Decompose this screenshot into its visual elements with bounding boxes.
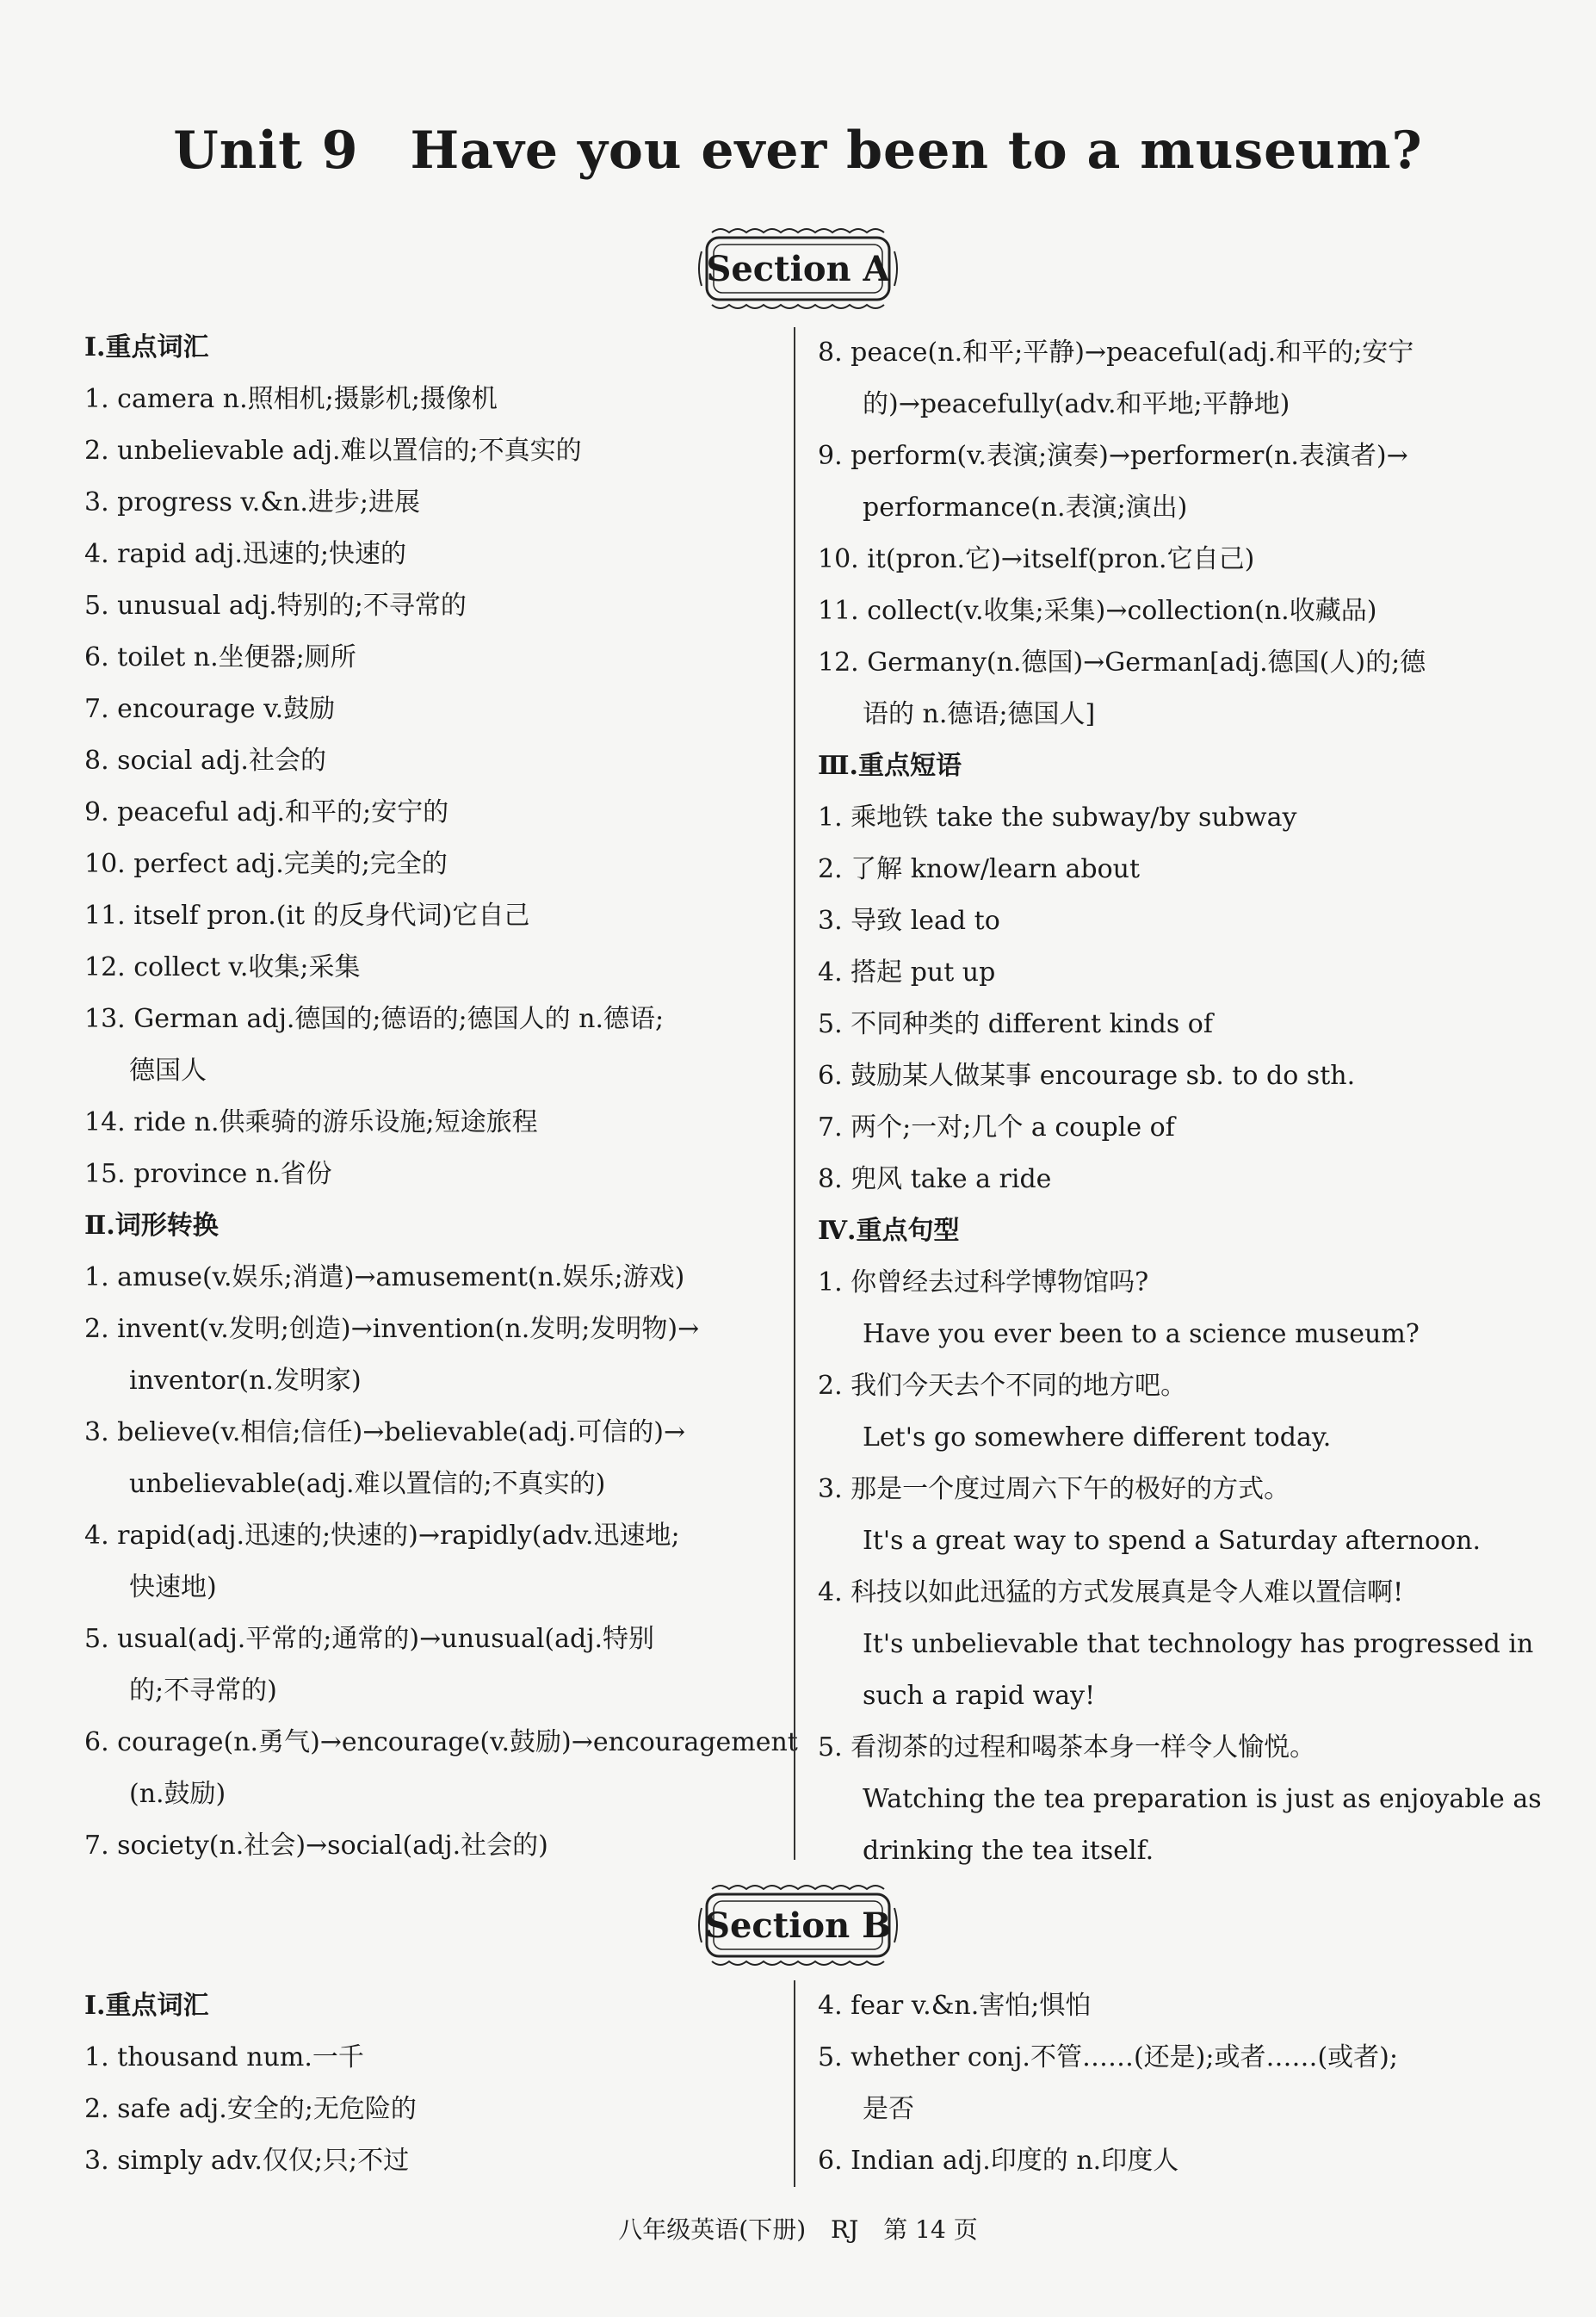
list-item-continuation: performance(n.表演;演出) bbox=[863, 493, 1188, 523]
list-item: 1. thousand num.一千 bbox=[84, 2042, 364, 2072]
book-name: 八年级英语(下册) bbox=[618, 2215, 807, 2244]
list-item: 7. society(n.社会)→social(adj.社会的) bbox=[84, 1831, 548, 1861]
list-item: 4. 科技以如此迅猛的方式发展真是令人难以置信啊! bbox=[818, 1577, 1404, 1608]
list-item: 12. Germany(n.德国)→German[adj.德国(人)的;德 bbox=[818, 647, 1426, 678]
list-item: 5. 看沏茶的过程和喝茶本身一样令人愉悦。 bbox=[818, 1732, 1316, 1763]
list-item-continuation: 是否 bbox=[863, 2094, 914, 2124]
list-item: 5. whether conj.不管……(还是);或者……(或者); bbox=[818, 2042, 1398, 2072]
section-b-left-column bbox=[84, 1980, 782, 2187]
list-item-continuation: 德国人 bbox=[129, 1056, 207, 1086]
list-item: 11. itself pron.(it 的反身代词)它自己 bbox=[84, 901, 530, 931]
list-item: 7. encourage v.鼓励 bbox=[84, 694, 336, 724]
list-item: 6. toilet n.坐便器;厕所 bbox=[84, 642, 356, 672]
page-title bbox=[0, 121, 1596, 181]
list-item: 12. collect v.收集;采集 bbox=[84, 952, 361, 982]
list-item: 15. province n.省份 bbox=[84, 1159, 332, 1189]
list-item: 2. unbelievable adj.难以置信的;不真实的 bbox=[84, 436, 582, 466]
list-item: 8. peace(n.和平;平静)→peaceful(adj.和平的;安宁 bbox=[818, 338, 1414, 368]
list-item-continuation: unbelievable(adj.难以置信的;不真实的) bbox=[129, 1469, 606, 1499]
list-item: 10. it(pron.它)→itself(pron.它自己) bbox=[818, 544, 1255, 574]
list-item-continuation: inventor(n.发明家) bbox=[129, 1366, 362, 1396]
section-a-badge bbox=[695, 226, 901, 312]
list-item-continuation: Let's go somewhere different today. bbox=[863, 1422, 1332, 1453]
list-item: 4. fear v.&n.害怕;惧怕 bbox=[818, 1991, 1092, 2021]
list-item-continuation: 的)→peacefully(adv.和平地;平静地) bbox=[863, 389, 1290, 419]
page-number: 第 14 页 bbox=[883, 2215, 978, 2244]
column-divider bbox=[794, 327, 795, 1860]
list-item: 3. simply adv.仅仅;只;不过 bbox=[84, 2146, 410, 2176]
list-item: 10. perfect adj.完美的;完全的 bbox=[84, 849, 448, 879]
list-item: 2. 我们今天去个不同的地方吧。 bbox=[818, 1371, 1187, 1401]
list-item: 13. German adj.德国的;德语的;德国人的 n.德语; bbox=[84, 1004, 665, 1034]
column-divider bbox=[794, 1980, 795, 2187]
list-item: 5. 不同种类的 different kinds of bbox=[818, 1009, 1213, 1039]
section-b-right-column bbox=[818, 1980, 1515, 2187]
section-heading: Ⅲ.重点短语 bbox=[818, 751, 962, 781]
list-item: 3. 那是一个度过周六下午的极好的方式。 bbox=[818, 1474, 1290, 1504]
list-item: 14. ride n.供乘骑的游乐设施;短途旅程 bbox=[84, 1107, 538, 1137]
section-a-right-column bbox=[818, 327, 1542, 1877]
list-item: 5. unusual adj.特别的;不寻常的 bbox=[84, 591, 467, 621]
edition-code: RJ bbox=[831, 2215, 859, 2244]
list-item: 7. 两个;一对;几个 a couple of bbox=[818, 1112, 1175, 1143]
section-heading: Ⅱ.词形转换 bbox=[84, 1211, 219, 1241]
unit-title: Have you ever been to a museum? bbox=[410, 121, 1423, 181]
list-item: 3. believe(v.相信;信任)→believable(adj.可信的)→ bbox=[84, 1417, 686, 1447]
list-item-continuation: Have you ever been to a science museum? bbox=[863, 1319, 1420, 1349]
list-item: 3. progress v.&n.进步;进展 bbox=[84, 487, 420, 517]
list-item-continuation: 语的 n.德语;德国人] bbox=[863, 699, 1096, 729]
section-heading: Ⅰ.重点词汇 bbox=[84, 1991, 209, 2021]
list-item-continuation: 的;不寻常的) bbox=[129, 1676, 277, 1706]
list-item: 1. 乘地铁 take the subway/by subway bbox=[818, 802, 1297, 833]
list-item: 2. 了解 know/learn about bbox=[818, 854, 1141, 884]
list-item: 6. 鼓励某人做某事 encourage sb. to do sth. bbox=[818, 1061, 1356, 1091]
section-b-badge bbox=[695, 1882, 901, 1968]
list-item: 6. Indian adj.印度的 n.印度人 bbox=[818, 2146, 1179, 2176]
list-item: 11. collect(v.收集;采集)→collection(n.收藏品) bbox=[818, 596, 1377, 626]
section-a-label: Section A bbox=[706, 248, 890, 289]
list-item-continuation: (n.鼓励) bbox=[129, 1779, 226, 1809]
section-a-left-column bbox=[84, 322, 798, 1872]
list-item: 1. camera n.照相机;摄影机;摄像机 bbox=[84, 384, 498, 414]
section-heading: Ⅳ.重点句型 bbox=[818, 1216, 960, 1246]
list-item: 1. amuse(v.娱乐;消遣)→amusement(n.娱乐;游戏) bbox=[84, 1262, 685, 1292]
list-item-continuation: 快速地) bbox=[129, 1572, 217, 1602]
page-footer bbox=[0, 2211, 1596, 2246]
list-item: 9. peaceful adj.和平的;安宁的 bbox=[84, 797, 449, 827]
list-item: 3. 导致 lead to bbox=[818, 906, 1000, 936]
list-item: 4. 搭起 put up bbox=[818, 957, 996, 988]
list-item: 2. invent(v.发明;创造)→invention(n.发明;发明物)→ bbox=[84, 1314, 700, 1344]
list-item: 4. rapid adj.迅速的;快速的 bbox=[84, 539, 406, 569]
list-item: 6. courage(n.勇气)→encourage(v.鼓励)→encouragement bbox=[84, 1727, 798, 1757]
list-item-continuation: It's unbelievable that technology has progressed in bbox=[863, 1629, 1534, 1659]
section-b-label: Section B bbox=[705, 1905, 891, 1946]
unit-number: Unit 9 bbox=[173, 121, 359, 181]
list-item-continuation: It's a great way to spend a Saturday afternoon. bbox=[863, 1526, 1481, 1556]
list-item: 2. safe adj.安全的;无危险的 bbox=[84, 2094, 417, 2124]
list-item-continuation: Watching the tea preparation is just as enjoyable as bbox=[863, 1784, 1542, 1814]
list-item-continuation: drinking the tea itself. bbox=[863, 1836, 1154, 1866]
list-item: 5. usual(adj.平常的;通常的)→unusual(adj.特别 bbox=[84, 1624, 655, 1654]
section-heading: Ⅰ.重点词汇 bbox=[84, 332, 209, 362]
list-item: 9. perform(v.表演;演奏)→performer(n.表演者)→ bbox=[818, 441, 1408, 471]
list-item: 8. 兜风 take a ride bbox=[818, 1164, 1052, 1194]
list-item: 1. 你曾经去过科学博物馆吗? bbox=[818, 1267, 1149, 1298]
list-item-continuation: such a rapid way! bbox=[863, 1681, 1096, 1711]
list-item: 8. social adj.社会的 bbox=[84, 746, 326, 776]
list-item: 4. rapid(adj.迅速的;快速的)→rapidly(adv.迅速地; bbox=[84, 1521, 680, 1551]
